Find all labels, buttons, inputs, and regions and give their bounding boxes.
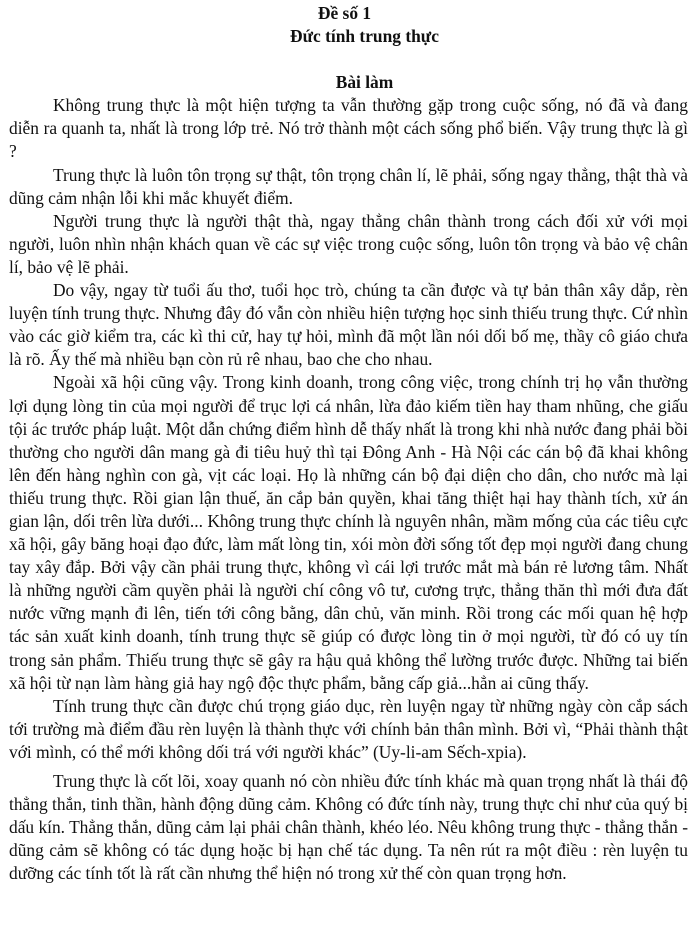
essay-paragraph-6: Tính trung thực cần được chú trọng giáo dục, rèn luyện ngay từ những ngày còn cắp sách tới trường mà điểm đầu rèn luyện là thành thực với chính bản thân mình. Bởi vì, “Phải thành thật với mình, có thể mới không dối trá với người khác” (Uy-li-am Sếch-xpia). xyxy=(9,695,688,762)
essay-paragraph-7: Trung thực là cốt lõi, xoay quanh nó còn nhiều đức tính khác mà quan trọng nhất là thái độ thẳng thắn, tinh thần, hành động dũng cảm. Không có đức tính này, trung thực chỉ như của quý bị dấu kín. Thẳng thắn, dũng cảm lại phải chân thành, khéo léo. Nêu không trung thực - thẳng thắn - dũng cảm sẽ không có tác dụng hoặc bị hạn chế tác dụng. Ta nên rút ra một điều : rèn luyện tu dưỡng các tính tốt là rất cần nhưng thể hiện nó trong xử thế còn quan trọng hơn. xyxy=(9,771,688,884)
essay-paragraph-4: Do vậy, ngay từ tuổi ấu thơ, tuổi học trò, chúng ta cần được và tự bản thân xây dắp, rèn luyện tính trung thực. Nhưng đây đó vẫn còn nhiều hiện tượng học sinh thiếu trung thực. Cứ nhìn vào các giờ kiểm tra, các kì thi cử, hay tự hỏi, mình đã một lần nói dối bố mẹ, thầy cô giáo chưa là rõ. Ấy thế mà nhiều bạn còn rủ rê nhau, bao che cho nhau. xyxy=(9,280,688,370)
essay-section-heading: Bài làm xyxy=(335,72,394,93)
essay-paragraph-3: Người trung thực là người thật thà, ngay thẳng chân thành trong cách đối xử với mọi người, luôn nhìn nhận khách quan về các sự việc trong cuộc sống, luôn tôn trọng và bảo vệ chân lí, bảo vệ lẽ phải. xyxy=(9,210,688,277)
essay-paragraph-5: Ngoài xã hội cũng vậy. Trong kinh doanh, trong công việc, trong chính trị họ vẫn thường lợi dụng lòng tin của mọi người để trục lợi cá nhân, lừa đảo kiếm tiền hay tham nhũng, che giấu tội ác trước pháp luật. Một dẫn chứng điểm hình dễ thấy nhất là trong khi nhà nước đang phải bồi thường cho người dân mang gà đi tiêu huỷ thì tại Đông Anh - Hà Nội các cán bộ đã khai không lên đến hàng nghìn con gà, vịt các loại. Họ là những cán bộ đại diện cho dân, cho nước mà lại thiếu trung thực. Rồi gian lận thuế, ăn cắp bản quyền, khai tăng thiệt hại hay thành tích, xử án gian lận, dối trên lừa dưới... Không trung thực chính là nguyên nhân, mầm mống của các tiêu cực xã hội, gây băng hoại đạo đức, làm mất lòng tin, xói mòn đời sống tốt đẹp mọi người đang chung tay xây đắp. Bởi vậy cần phải trung thực, không vì cái lợi trước mắt mà bán rẻ lương tâm. Nhất là những người cầm quyền phải là người chí công vô tư, cương trực, thẳng thăn thì mới đưa đất nước vững mạnh đi lên, tiến tới công bằng, dân chủ, văn minh. Rồi trong các mối quan hệ hợp tác sản xuất kinh doanh, tính trung thực sẽ giúp có được lòng tin ở mọi người, từ đó có uy tín trong sản phẩm. Thiếu trung thực sẽ gây ra hậu quả không thể lường trước được. Những tai biến xã hội từ nạn làm hàng giả hay ngộ độc thực phẩm, bằng cấp giả...hẳn ai cũng thấy. xyxy=(9,372,688,693)
exam-number-title: Đề số 1 xyxy=(317,3,372,23)
essay-paragraph-2: Trung thực là luôn tôn trọng sự thật, tôn trọng chân lí, lẽ phải, sống ngay thẳng, thật thà và dũng cảm nhận lỗi khi mắc khuyết điểm. xyxy=(9,164,688,208)
essay-paragraph-1: Không trung thực là một hiện tượng ta vẫn thường gặp trong cuộc sống, nó đã và đang diễn ra quanh ta, nhất là trong lớp trẻ. Nó trở thành một cách sống phổ biến. Vậy trung thực là gì ? xyxy=(9,95,688,162)
essay-topic-title: Đức tính trung thực xyxy=(290,26,439,47)
